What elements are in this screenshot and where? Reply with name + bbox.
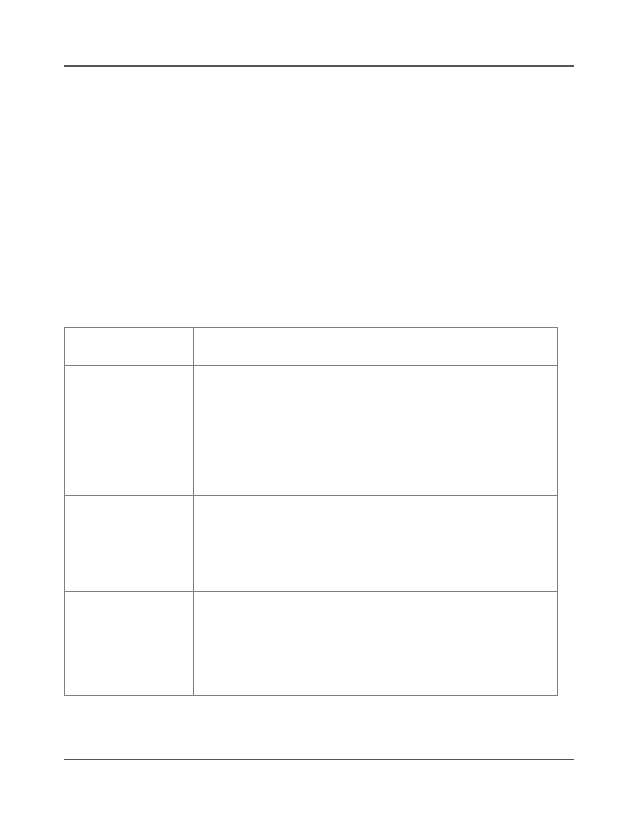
table-header-order [194,328,558,366]
square-numbers-figure [0,0,638,230]
square-row [194,496,558,592]
row-label-triangle [65,366,194,496]
row-label-pentagon [65,592,194,696]
footer-rule [64,759,574,760]
triangle-row [194,366,558,496]
row-label-square [65,496,194,592]
table-header-number [65,328,194,366]
figurate-numbers-table [64,327,558,696]
pentagon-row [194,592,558,696]
